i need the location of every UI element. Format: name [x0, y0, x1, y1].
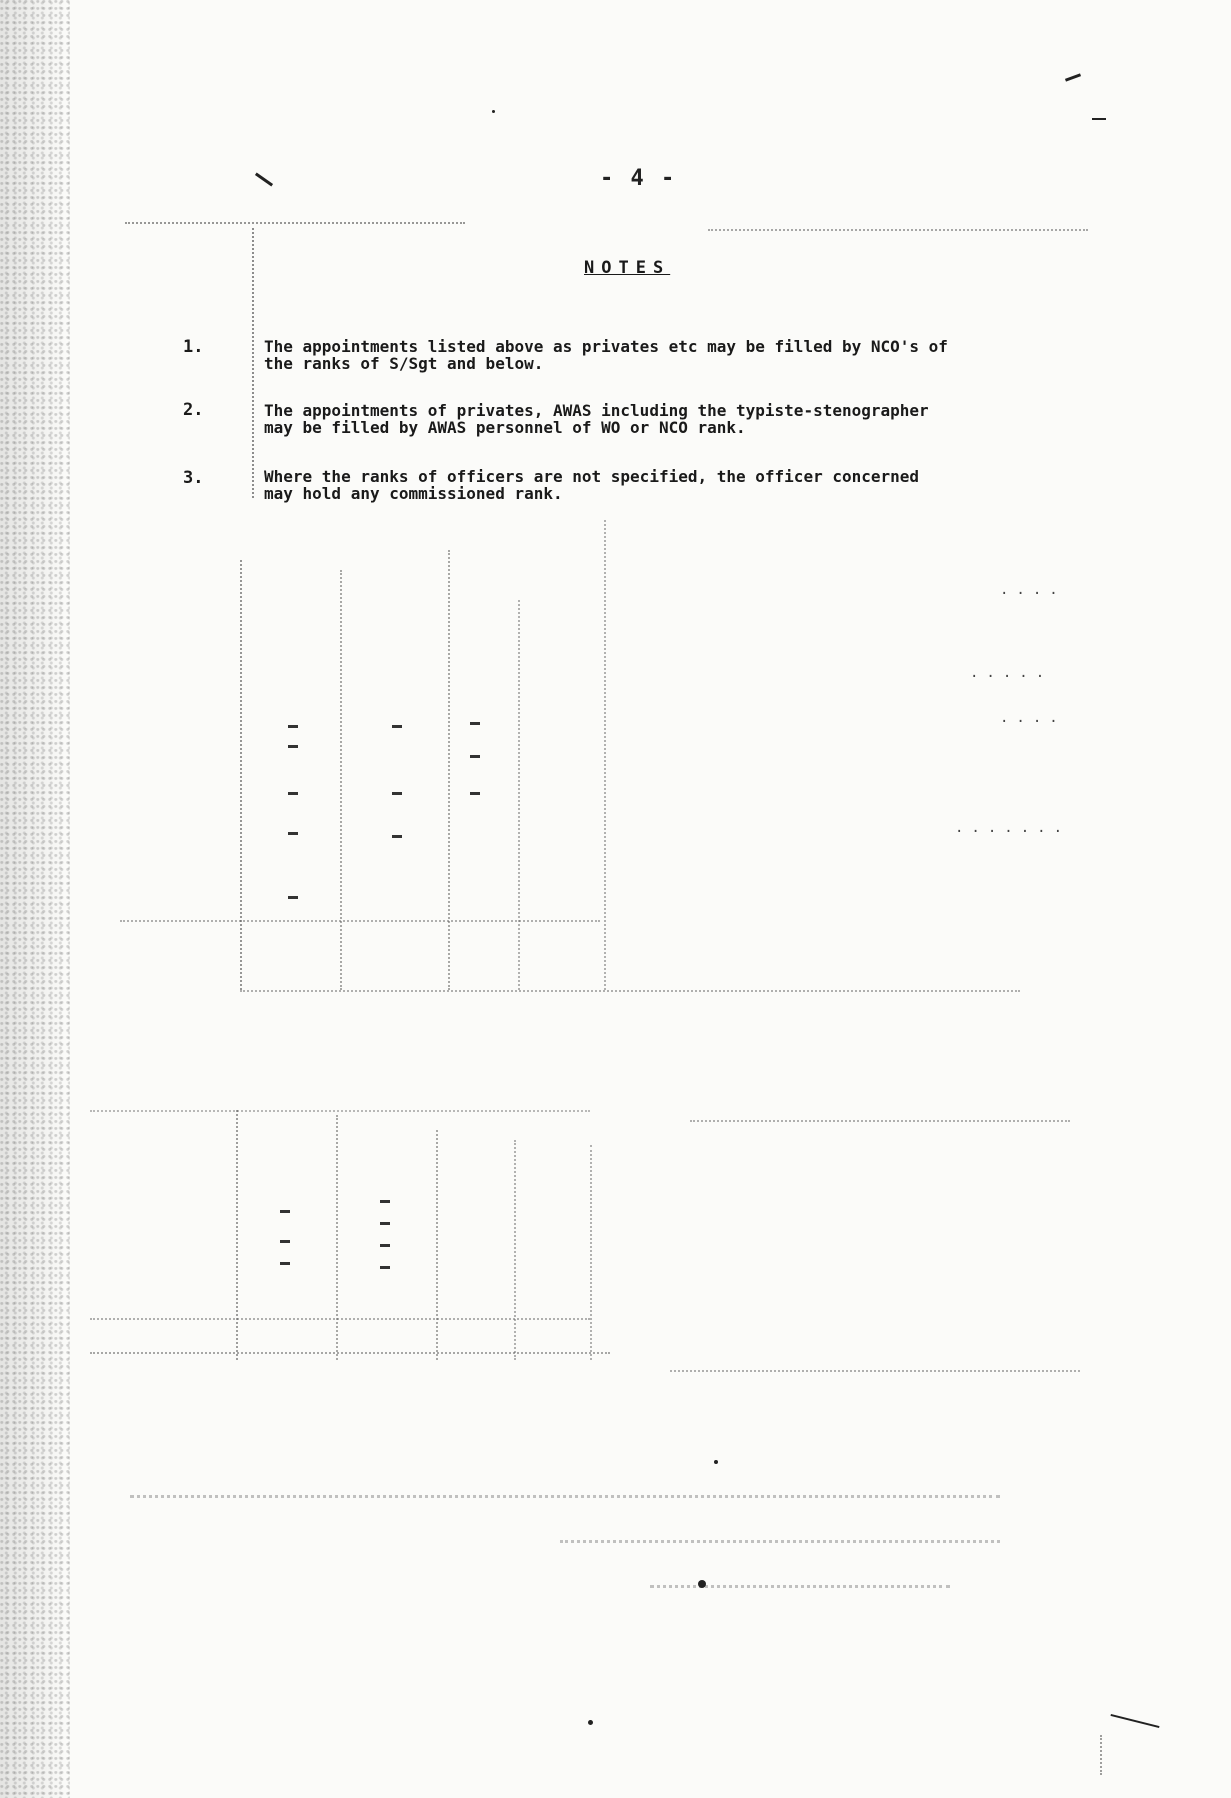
bleed-text-row: [560, 1540, 1000, 1543]
note-number: 1.: [183, 337, 204, 357]
bleed-table-line: [604, 520, 606, 990]
bleed-dash: [470, 722, 480, 725]
bleed-dash: [470, 755, 480, 758]
bleed-table-line: [240, 560, 242, 990]
bleed-table-rule: [90, 1352, 610, 1354]
bleed-table-line: [518, 600, 520, 990]
note-text: The appointments listed above as privates etc may be filled by NCO's of the ranks of S/Sgt and below.: [264, 337, 948, 373]
bleed-dash: [380, 1266, 390, 1269]
note-number: 2.: [183, 400, 204, 420]
bleed-table-line: [448, 550, 450, 990]
bleed-table-line: [1100, 1735, 1102, 1775]
header-rule-right: [708, 229, 1088, 231]
bleed-dots: .....: [970, 665, 1053, 681]
bleed-dash: [280, 1262, 290, 1265]
page-number: - 4 -: [600, 166, 677, 191]
bleed-dots: ....: [1000, 710, 1066, 726]
bleed-table-line: [340, 570, 342, 990]
stray-mark: [1092, 118, 1106, 120]
bleed-dash: [288, 792, 298, 795]
bleed-dash: [392, 792, 402, 795]
scan-edge-noise: [0, 0, 70, 1798]
stray-mark: [588, 1720, 593, 1725]
stray-mark: [698, 1580, 706, 1588]
bleed-dash: [288, 725, 298, 728]
note-text: The appointments of privates, AWAS including the typiste-stenographer may be filled by AWAS personnel of WO or NCO rank.: [264, 401, 929, 437]
bleed-dash: [288, 745, 298, 748]
bleed-dots: .......: [955, 820, 1071, 836]
stray-mark: [714, 1460, 718, 1464]
bleed-dash: [288, 832, 298, 835]
bleed-table-rule: [120, 920, 600, 922]
stray-mark: [1111, 1714, 1160, 1728]
bleed-table-rule: [240, 990, 1020, 992]
bleed-dash: [380, 1244, 390, 1247]
bleed-dash: [470, 792, 480, 795]
stray-mark: [492, 110, 495, 113]
notes-margin-line: [252, 228, 254, 498]
bleed-table-line: [514, 1140, 516, 1360]
bleed-text-row: [650, 1585, 950, 1588]
bleed-table-rule: [90, 1110, 590, 1112]
header-rule-left: [125, 222, 465, 224]
bleed-table-line: [336, 1115, 338, 1360]
notes-heading: NOTES: [584, 258, 671, 278]
bleed-table-rule: [90, 1318, 590, 1320]
note-text: Where the ranks of officers are not specified, the officer concerned may hold any commissioned rank.: [264, 467, 920, 503]
bleed-table-line: [436, 1130, 438, 1360]
bleed-dash: [280, 1240, 290, 1243]
stray-mark: [1065, 73, 1081, 81]
note-number: 3.: [183, 468, 204, 488]
bleed-dash: [380, 1200, 390, 1203]
bleed-text-row: [130, 1495, 1000, 1498]
bleed-dots: ....: [1000, 582, 1066, 598]
bleed-dash: [280, 1210, 290, 1213]
bleed-table-rule: [670, 1370, 1080, 1372]
bleed-dash: [380, 1222, 390, 1225]
bleed-table-line: [236, 1110, 238, 1360]
bleed-dash: [288, 896, 298, 899]
stray-mark: [255, 173, 273, 187]
bleed-dash: [392, 725, 402, 728]
bleed-dash: [392, 835, 402, 838]
bleed-table-rule: [690, 1120, 1070, 1122]
bleed-table-line: [590, 1145, 592, 1360]
